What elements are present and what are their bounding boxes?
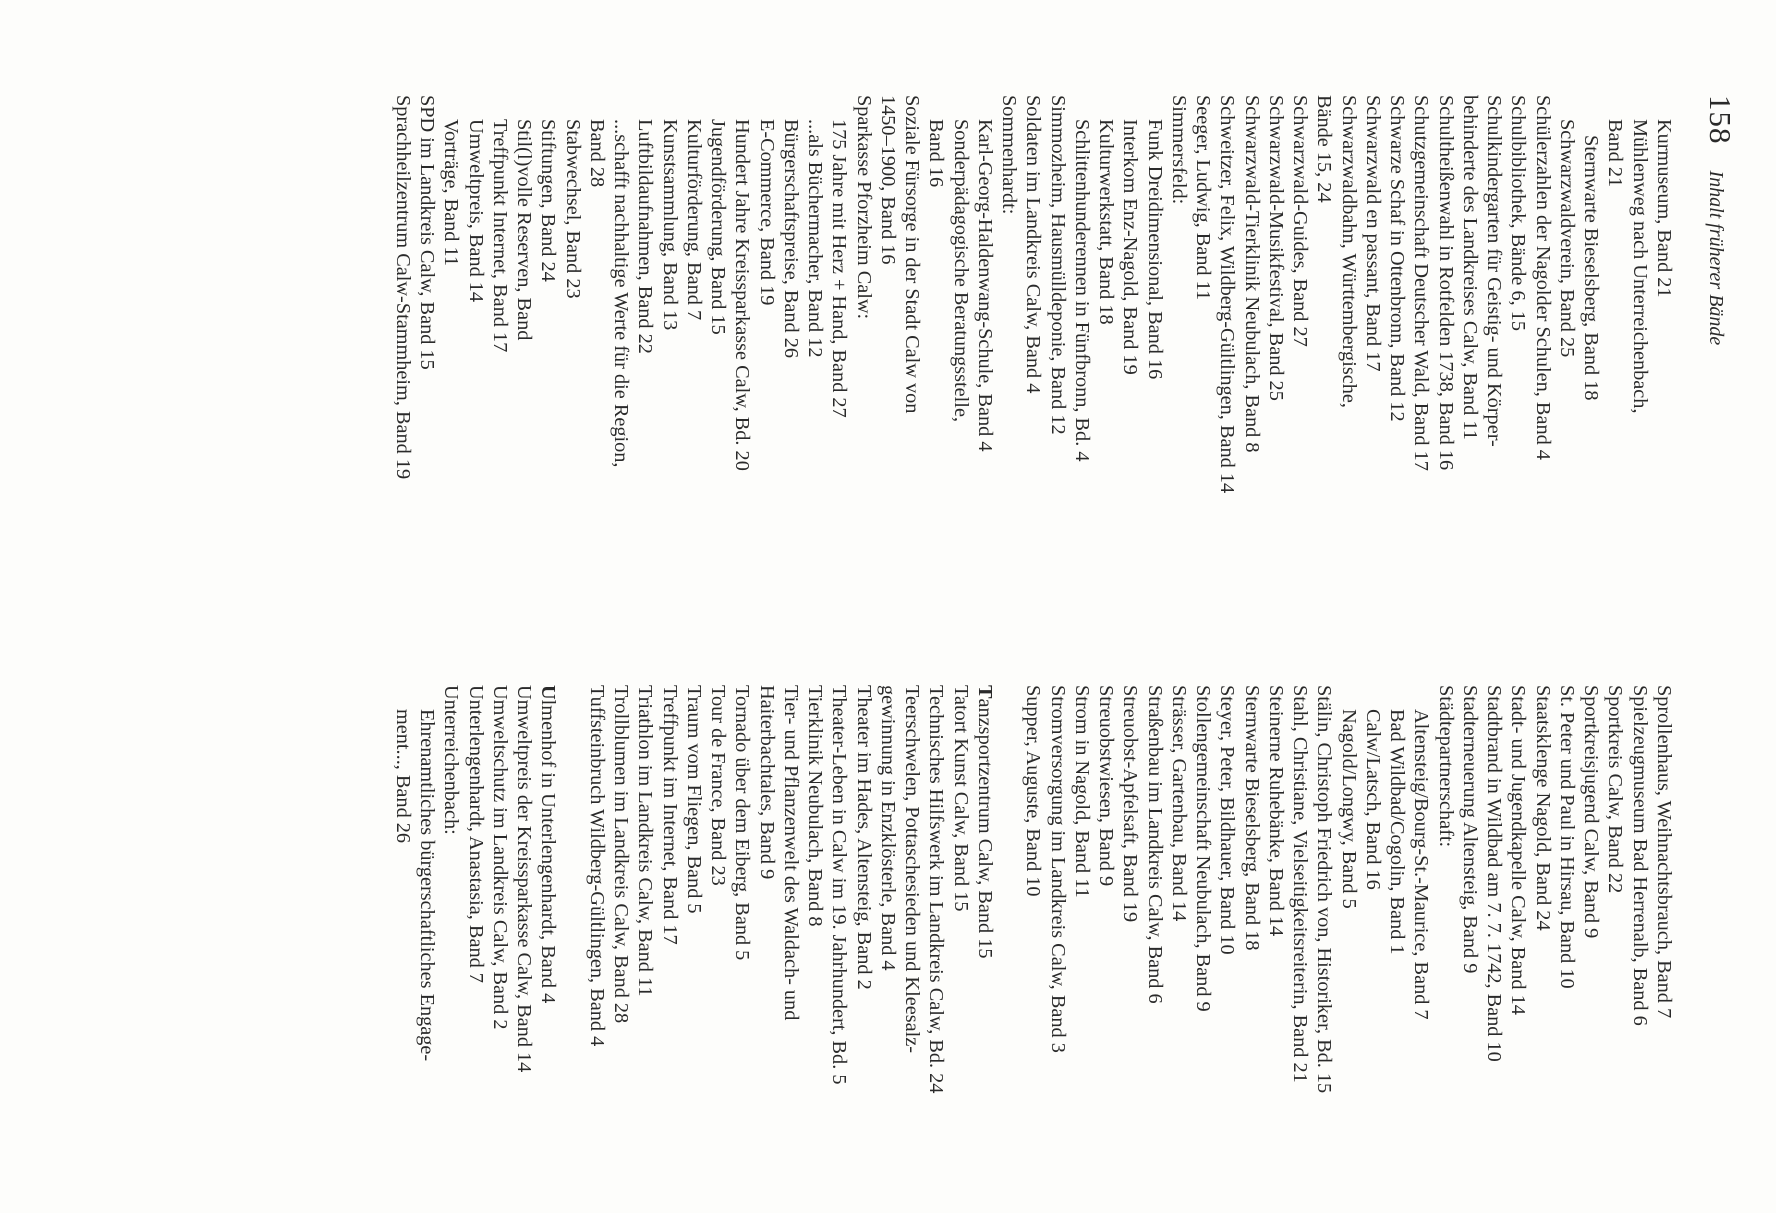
index-entry: Soldaten im Landkreis Calw, Band 4 bbox=[1022, 95, 1045, 394]
index-entry: Treffpunkt im Internet, Band 17 bbox=[658, 685, 681, 945]
index-entry: 1450–1900, Band 16 bbox=[877, 95, 899, 265]
index-entry: Schwarzwald en passant, Band 17 bbox=[1362, 95, 1384, 372]
index-entry-rest: lmenhof in Unterlengenhardt, Band 4 bbox=[537, 699, 560, 1004]
index-entry: Streuobst-Apfelsaft, Band 19 bbox=[1119, 685, 1142, 923]
index-entry: Stadtbrand in Wildbad am 7. 7. 1742, Band 10 bbox=[1483, 685, 1506, 1062]
index-entry bbox=[997, 685, 1021, 1195]
index-entry: Mühlenweg nach Unterreichenbach, bbox=[1628, 119, 1651, 414]
index-entry: Strom in Nagold, Band 11 bbox=[1071, 685, 1093, 898]
index-entry: Umweltschutz im Landkreis Calw, Band 2 bbox=[489, 685, 511, 1030]
index-entry: Treffpunkt Internet, Band 17 bbox=[489, 119, 511, 353]
index-entry: SPD im Landkreis Calw, Band 15 bbox=[416, 95, 439, 370]
index-entry: Sternwarte Bieselsberg, Band 18 bbox=[1580, 135, 1603, 401]
index-entry: ...schafft nachhaltige Werte für die Region, bbox=[610, 119, 633, 468]
index-entry: Theater-Leben in Calw im 19. Jahrhundert, Bd. 5 bbox=[828, 685, 851, 1085]
index-entry: Stiftungen, Band 24 bbox=[537, 119, 560, 282]
index-entry: Sternwarte Bieselsberg, Band 18 bbox=[1240, 685, 1263, 951]
index-column-right bbox=[391, 685, 1676, 1195]
index-entry: Stollengemeinschaft Neubulach, Band 9 bbox=[1192, 685, 1215, 1012]
index-entry: Bände 15, 24 bbox=[1313, 95, 1336, 203]
index-entry: Ehrenamtliches bürgerschaftliches Engage- bbox=[416, 709, 439, 1062]
index-entry: behinderte des Landkreises Calw, Band 11 bbox=[1459, 95, 1481, 440]
index-entry: Städtepartnerschaft: bbox=[1434, 685, 1457, 848]
index-entry: Umweltpreis, Band 14 bbox=[464, 119, 487, 303]
index-entry: gewinnung in Enzklösterle, Band 4 bbox=[877, 685, 899, 971]
index-entry: Technisches Hilfswerk im Landkreis Calw, Bd. 24 bbox=[925, 685, 948, 1094]
index-entry: Nagold/Longwy, Band 5 bbox=[1337, 709, 1360, 909]
index-entry: Simmersfeld: bbox=[1168, 95, 1190, 205]
index-entry: Karl-Georg-Haldenwang-Schule, Band 4 bbox=[974, 119, 996, 452]
index-entry: Streuobstwiesen, Band 9 bbox=[1095, 685, 1118, 887]
index-entry: Sparkasse Pforzheim Calw: bbox=[852, 95, 875, 320]
index-entry: Band 16 bbox=[925, 119, 948, 188]
index-entry: Schwarzwald-Musikfestival, Band 25 bbox=[1265, 95, 1287, 401]
index-entry bbox=[561, 685, 585, 1195]
index-entry: Sonderpädagogische Beratungsstelle, bbox=[949, 119, 972, 423]
index-entry: Sommenhardt: bbox=[998, 95, 1021, 215]
index-entry: Umweltpreis der Kreissparkasse Calw, Band 14 bbox=[513, 685, 536, 1073]
index-entry: Luftbildaufnahmen, Band 22 bbox=[634, 119, 657, 354]
index-entry bbox=[536, 685, 560, 1195]
index-entry: Strässer, Gartenbau, Band 14 bbox=[1168, 685, 1190, 922]
index-entry: Supper, Auguste, Band 10 bbox=[1022, 685, 1045, 897]
index-entry: Stabwechsel, Band 23 bbox=[561, 119, 584, 299]
index-entry: Stadt- und Jugendkapelle Calw, Band 14 bbox=[1507, 685, 1530, 1015]
index-entry bbox=[973, 685, 997, 1195]
index-entry: Calw/Latsch, Band 16 bbox=[1362, 709, 1384, 890]
index-entry: Steinerne Ruhebänke, Band 14 bbox=[1265, 685, 1287, 937]
index-entry: Sportkreisjugend Calw, Band 9 bbox=[1580, 685, 1603, 939]
index-entry: Interkom Enz-Nagold, Band 19 bbox=[1119, 119, 1142, 375]
index-entry: Schwarzwald-Tierklinik Neubulach, Band 8 bbox=[1240, 95, 1263, 453]
index-entry: Bad Wildbad/Cogolin, Band 1 bbox=[1386, 709, 1409, 955]
index-entry: ...als Büchermacher, Band 12 bbox=[804, 119, 827, 358]
index-entry: Kurmuseum, Band 21 bbox=[1653, 119, 1675, 298]
index-entry: Stil(l)volle Reserven, Band bbox=[513, 119, 536, 341]
index-entry: Sportkreis Calw, Band 22 bbox=[1604, 685, 1627, 894]
index-entry: Kunstsammlung, Band 13 bbox=[658, 119, 681, 331]
index-entry: Hundert Jahre Kreissparkasse Calw, Bd. 20 bbox=[731, 119, 754, 471]
index-entry: Schutzgemeinschaft Deutscher Wald, Band 17 bbox=[1410, 95, 1433, 471]
section-initial: T bbox=[974, 685, 996, 699]
index-entry: Straßenbau im Landkreis Calw, Band 6 bbox=[1143, 685, 1166, 1004]
index-column-left bbox=[391, 95, 1676, 605]
index-entry: Theater im Hades, Altensteig, Band 2 bbox=[852, 685, 875, 990]
index-entry: Unterreichenbach: bbox=[440, 685, 463, 835]
index-entry: Kulturförderung, Band 7 bbox=[683, 119, 705, 321]
index-entry: Schweitzer, Felix, Wildberg-Gültlingen, Band 14 bbox=[1216, 95, 1239, 494]
index-entry: Steyer, Peter, Bildhauer, Band 10 bbox=[1216, 685, 1239, 955]
index-entry: Staatsklenge Nagold, Band 24 bbox=[1531, 685, 1554, 931]
index-entry: ment..., Band 26 bbox=[392, 709, 414, 844]
index-entry: Haiterbachtales, Band 9 bbox=[755, 685, 778, 880]
index-entry: Schulbibliothek, Bände 6, 15 bbox=[1507, 95, 1530, 332]
index-entry: Tierklinik Neubulach, Band 8 bbox=[804, 685, 827, 927]
index-entry: Tatort Kunst Calw, Band 15 bbox=[949, 685, 972, 912]
index-entry: Schwarzwald-Guides, Band 27 bbox=[1289, 95, 1312, 347]
index-entry: Funk Dreidimensional, Band 16 bbox=[1143, 119, 1166, 380]
index-entry: Seeger, Ludwig, Band 11 bbox=[1192, 95, 1215, 301]
index-entry: Sprollenhaus, Weihnachtsbrauch, Band 7 bbox=[1653, 685, 1675, 1019]
index-entry: Schulkindergarten für Geistig- und Körper- bbox=[1483, 95, 1506, 447]
index-entry: Band 28 bbox=[586, 119, 608, 188]
index-entry: Tier- und Pflanzenwelt des Waldach- und bbox=[780, 685, 802, 1021]
index-entry: Jugendförderung, Band 15 bbox=[707, 119, 730, 335]
index-entry: Schülerzahlen der Nagolder Schulen, Band 4 bbox=[1531, 95, 1554, 460]
index-entry: Teerschwelen, Pottaschesieden und Kleesalz- bbox=[901, 685, 924, 1054]
index-entry: Vorträge, Band 11 bbox=[440, 119, 463, 267]
index-entry: Schwarzwaldbahn, Württembergische, bbox=[1337, 95, 1360, 408]
index-entry: Unterlengenhardt, Anastasia, Band 7 bbox=[464, 685, 487, 983]
index-entry: Trollblumen im Landkreis Calw, Band 28 bbox=[610, 685, 633, 1024]
index-entry: Altensteig/Bourg-St.-Maurice, Band 7 bbox=[1410, 709, 1433, 1020]
index-entry: Schultheißenwahl in Rotfelden 1738, Band 16 bbox=[1434, 95, 1457, 471]
index-entry: E-Commerce, Band 19 bbox=[755, 119, 778, 306]
index-entry: Tuffsteinbruch Wildberg-Gültlingen, Band 4 bbox=[586, 685, 608, 1047]
index-entry: Band 21 bbox=[1604, 119, 1627, 188]
index-entry: Tornado über dem Eiberg, Band 5 bbox=[731, 685, 754, 961]
index-entry-rest: anzsportzentrum Calw, Band 15 bbox=[974, 698, 996, 959]
index-entry: Schwarzwaldverein, Band 25 bbox=[1556, 119, 1578, 358]
page-number: 158 bbox=[1703, 95, 1738, 145]
index-entry: Simmozheim, Hausmülldeponie, Band 12 bbox=[1046, 95, 1069, 435]
section-initial: U bbox=[537, 685, 560, 700]
index-entry: Triathlon im Landkreis Calw, Band 11 bbox=[634, 685, 657, 997]
running-title: Inhalt früherer Bände bbox=[1705, 170, 1727, 346]
index-entry: Soziale Fürsorge in der Stadt Calw von bbox=[901, 95, 924, 414]
page-header bbox=[1702, 95, 1738, 895]
index-entry: Traum vom Fliegen, Band 5 bbox=[683, 685, 705, 914]
index-entry: Schwarze Schaf in Ottenbronn, Band 12 bbox=[1386, 95, 1409, 422]
index-entry: Stälin, Christoph Friedrich von, Historiker, Bd. 15 bbox=[1313, 685, 1336, 1094]
index-entry: Bürgerschaftspreise, Band 26 bbox=[780, 119, 802, 358]
index-entry: Stadterneuerung Altensteig, Band 9 bbox=[1459, 685, 1481, 974]
index-entry: St. Peter und Paul in Hirsau, Band 10 bbox=[1556, 685, 1578, 989]
index-entry: Schlittenhunderennen in Fünfbronn, Bd. 4 bbox=[1071, 119, 1093, 462]
index-entry: Sprachheilzentrum Calw-Stammheim, Band 19 bbox=[392, 95, 414, 480]
index-entry: Tour de France, Band 23 bbox=[707, 685, 730, 886]
index-entry: Kulturwerkstatt, Band 18 bbox=[1095, 119, 1118, 325]
index-entry: Stahl, Christiane, Vielseitigkeitsreiterin, Band 21 bbox=[1289, 685, 1312, 1083]
index-entry: Stromversorgung im Landkreis Calw, Band 3 bbox=[1046, 685, 1069, 1053]
index-entry: Spielzeugmuseum Bad Herrenalb, Band 6 bbox=[1628, 685, 1651, 1026]
index-entry: 175 Jahre mit Herz + Hand, Band 27 bbox=[828, 119, 851, 418]
